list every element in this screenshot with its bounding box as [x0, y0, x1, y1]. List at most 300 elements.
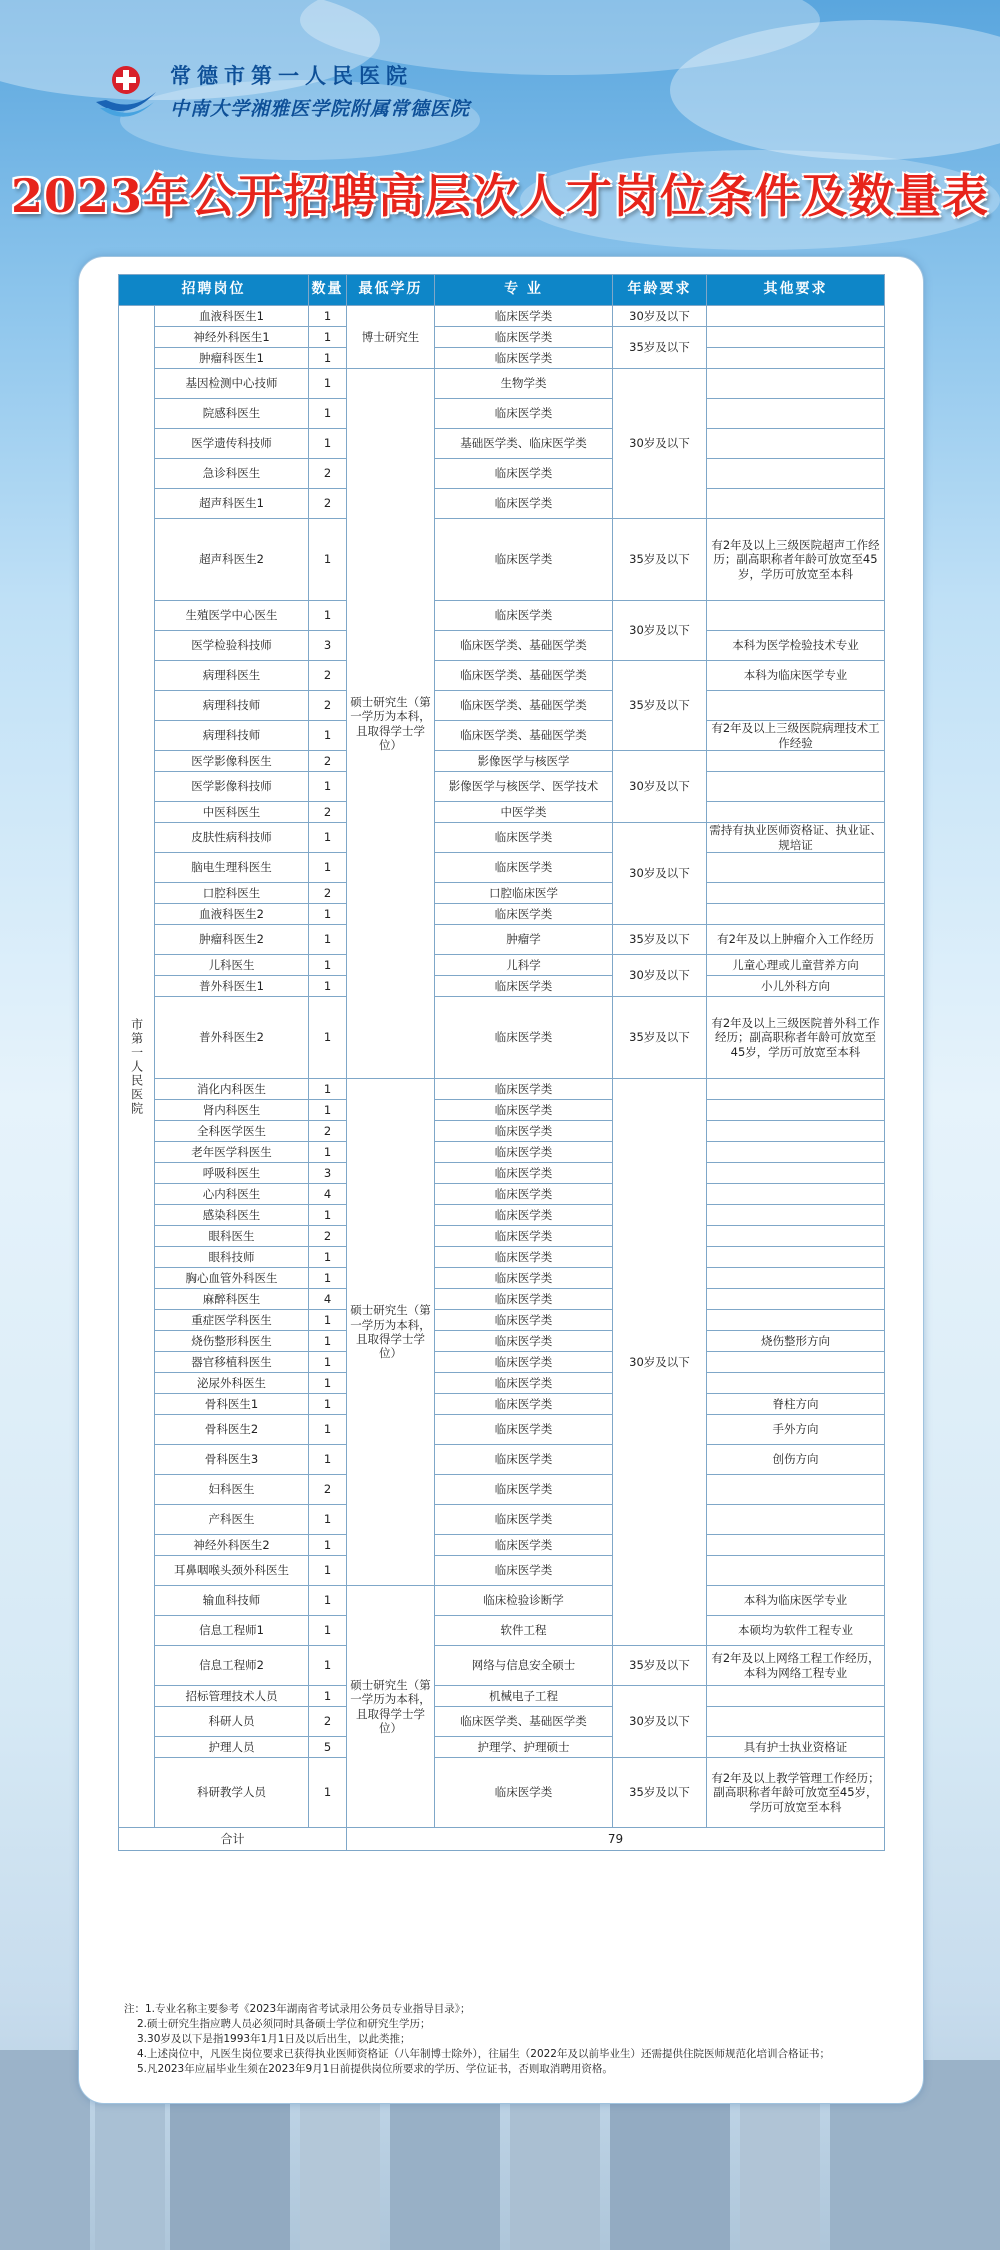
- major-cell: 临床医学类: [435, 997, 613, 1079]
- position-count: 1: [309, 1445, 347, 1475]
- other-requirement-cell: 本硕均为软件工程专业: [707, 1616, 885, 1646]
- position-count: 2: [309, 459, 347, 489]
- position-name: 肿瘤科医生2: [155, 925, 309, 955]
- other-requirement-cell: [707, 348, 885, 369]
- table-row: [119, 883, 885, 904]
- age-cell: 30岁及以下: [613, 306, 707, 327]
- other-requirement-cell: [707, 1268, 885, 1289]
- education-cell: 硕士研究生（第一学历为本科，且取得学士学位）: [347, 1079, 435, 1586]
- position-name: 信息工程师1: [155, 1616, 309, 1646]
- table-row: [119, 1445, 885, 1475]
- position-count: 1: [309, 853, 347, 883]
- other-requirement-cell: 创伤方向: [707, 1445, 885, 1475]
- other-requirement-cell: [707, 601, 885, 631]
- position-name: 器官移植科医生: [155, 1352, 309, 1373]
- table-row: [119, 459, 885, 489]
- other-requirement-cell: [707, 904, 885, 925]
- other-requirement-cell: [707, 1289, 885, 1310]
- age-cell: 30岁及以下: [613, 369, 707, 519]
- position-count: 1: [309, 1100, 347, 1121]
- other-requirement-cell: [707, 1079, 885, 1100]
- note-line: 3.30岁及以下是指1993年1月1日及以后出生，以此类推；: [137, 2033, 411, 2045]
- hospital-name: 常德市第一人民医院: [170, 63, 413, 88]
- other-requirement-cell: [707, 429, 885, 459]
- major-cell: 网络与信息安全硕士: [435, 1646, 613, 1686]
- age-cell: 35岁及以下: [613, 1758, 707, 1828]
- major-cell: 临床医学类: [435, 853, 613, 883]
- other-requirement-cell: [707, 1352, 885, 1373]
- table-row: [119, 1686, 885, 1707]
- hospital-header: [92, 56, 512, 136]
- position-count: 5: [309, 1737, 347, 1758]
- major-cell: 儿科学: [435, 955, 613, 976]
- other-requirement-cell: [707, 1535, 885, 1556]
- major-cell: 临床医学类: [435, 1758, 613, 1828]
- table-row: [119, 751, 885, 772]
- position-count: 1: [309, 1616, 347, 1646]
- position-name: 基因检测中心技师: [155, 369, 309, 399]
- position-name: 心内科医生: [155, 1184, 309, 1205]
- major-cell: 临床医学类: [435, 1475, 613, 1505]
- position-count: 1: [309, 1142, 347, 1163]
- position-name: 老年医学科医生: [155, 1142, 309, 1163]
- position-count: 1: [309, 1205, 347, 1226]
- position-name: 科研教学人员: [155, 1758, 309, 1828]
- note-line: 2.硕士研究生指应聘人员必须同时具备硕士学位和研究生学历；: [137, 2018, 431, 2030]
- major-cell: 临床医学类、基础医学类: [435, 721, 613, 751]
- position-name: 骨科医生1: [155, 1394, 309, 1415]
- major-cell: 临床医学类: [435, 519, 613, 601]
- position-name: 皮肤性病科技师: [155, 823, 309, 853]
- other-requirement-cell: [707, 489, 885, 519]
- position-name: 肾内科医生: [155, 1100, 309, 1121]
- other-requirement-cell: 手外方向: [707, 1415, 885, 1445]
- other-requirement-cell: [707, 1556, 885, 1586]
- other-requirement-cell: [707, 853, 885, 883]
- position-count: 2: [309, 489, 347, 519]
- major-cell: 临床医学类: [435, 1445, 613, 1475]
- table-row: [119, 348, 885, 369]
- header-education: 最低学历: [347, 275, 435, 306]
- major-cell: 临床医学类: [435, 1079, 613, 1100]
- position-name: 医学遗传科技师: [155, 429, 309, 459]
- major-cell: 临床检验诊断学: [435, 1586, 613, 1616]
- table-row: [119, 1163, 885, 1184]
- recruitment-table: [118, 274, 885, 1851]
- major-cell: 临床医学类、基础医学类: [435, 631, 613, 661]
- position-count: 2: [309, 751, 347, 772]
- header-major: 专 业: [435, 275, 613, 306]
- major-cell: 口腔临床医学: [435, 883, 613, 904]
- position-count: 1: [309, 306, 347, 327]
- position-name: 感染科医生: [155, 1205, 309, 1226]
- position-count: 1: [309, 997, 347, 1079]
- total-row: [119, 1828, 885, 1851]
- position-name: 儿科医生: [155, 955, 309, 976]
- table-row: [119, 1415, 885, 1445]
- other-requirement-cell: 具有护士执业资格证: [707, 1737, 885, 1758]
- other-requirement-cell: 需持有执业医师资格证、执业证、规培证: [707, 823, 885, 853]
- other-requirement-cell: 本科为临床医学专业: [707, 661, 885, 691]
- age-cell: 30岁及以下: [613, 1686, 707, 1758]
- major-cell: 临床医学类、基础医学类: [435, 661, 613, 691]
- position-name: 麻醉科医生: [155, 1289, 309, 1310]
- unit-name-cell: 市第一人民医院: [119, 306, 155, 1828]
- table-row: [119, 955, 885, 976]
- position-name: 眼科技师: [155, 1247, 309, 1268]
- major-cell: 临床医学类: [435, 1121, 613, 1142]
- major-cell: 临床医学类: [435, 489, 613, 519]
- table-row: [119, 519, 885, 601]
- table-row: [119, 661, 885, 691]
- education-cell: 博士研究生: [347, 306, 435, 369]
- major-cell: 中医学类: [435, 802, 613, 823]
- table-row: [119, 369, 885, 399]
- other-requirement-cell: 有2年及以上三级医院超声工作经历；副高职称者年龄可放宽至45岁，学历可放宽至本科: [707, 519, 885, 601]
- other-requirement-cell: 儿童心理或儿童营养方向: [707, 955, 885, 976]
- major-cell: 临床医学类: [435, 1289, 613, 1310]
- education-cell: 硕士研究生（第一学历为本科，且取得学士学位）: [347, 369, 435, 1079]
- table-row: [119, 489, 885, 519]
- table-container: [118, 274, 884, 1851]
- age-cell: 35岁及以下: [613, 519, 707, 601]
- position-name: 骨科医生2: [155, 1415, 309, 1445]
- other-requirement-cell: [707, 1205, 885, 1226]
- notes-section: [124, 2002, 884, 2077]
- header-age: 年龄要求: [613, 275, 707, 306]
- major-cell: 临床医学类: [435, 1373, 613, 1394]
- major-cell: 软件工程: [435, 1616, 613, 1646]
- other-requirement-cell: 本科为临床医学专业: [707, 1586, 885, 1616]
- position-name: 医学影像科医生: [155, 751, 309, 772]
- major-cell: 临床医学类: [435, 823, 613, 853]
- other-requirement-cell: [707, 1505, 885, 1535]
- other-requirement-cell: [707, 1226, 885, 1247]
- age-cell: 35岁及以下: [613, 661, 707, 751]
- position-name: 超声科医生1: [155, 489, 309, 519]
- position-name: 护理人员: [155, 1737, 309, 1758]
- position-name: 消化内科医生: [155, 1079, 309, 1100]
- major-cell: 影像医学与核医学、医学技术: [435, 772, 613, 802]
- table-row: [119, 1247, 885, 1268]
- position-count: 3: [309, 631, 347, 661]
- other-requirement-cell: 有2年及以上三级医院病理技术工作经验: [707, 721, 885, 751]
- position-name: 产科医生: [155, 1505, 309, 1535]
- other-requirement-cell: [707, 1310, 885, 1331]
- other-requirement-cell: [707, 327, 885, 348]
- position-name: 科研人员: [155, 1707, 309, 1737]
- position-count: 1: [309, 399, 347, 429]
- table-row: [119, 1205, 885, 1226]
- major-cell: 临床医学类: [435, 1247, 613, 1268]
- position-name: 生殖医学中心医生: [155, 601, 309, 631]
- position-name: 烧伤整形科医生: [155, 1331, 309, 1352]
- table-row: [119, 1289, 885, 1310]
- other-requirement-cell: 脊柱方向: [707, 1394, 885, 1415]
- table-row: [119, 772, 885, 802]
- major-cell: 肿瘤学: [435, 925, 613, 955]
- table-row: [119, 1646, 885, 1686]
- position-name: 神经外科医生2: [155, 1535, 309, 1556]
- other-requirement-cell: [707, 751, 885, 772]
- position-name: 院感科医生: [155, 399, 309, 429]
- table-row: [119, 1394, 885, 1415]
- position-name: 妇科医生: [155, 1475, 309, 1505]
- hospital-logo-icon: [92, 62, 160, 122]
- hospital-subname: 中南大学湘雅医学院附属常德医院: [170, 98, 471, 120]
- position-count: 1: [309, 1310, 347, 1331]
- position-count: 1: [309, 925, 347, 955]
- major-cell: 临床医学类: [435, 1226, 613, 1247]
- major-cell: 临床医学类: [435, 1505, 613, 1535]
- position-count: 4: [309, 1184, 347, 1205]
- table-row: [119, 1556, 885, 1586]
- major-cell: 临床医学类、基础医学类: [435, 1707, 613, 1737]
- other-requirement-cell: 小儿外科方向: [707, 976, 885, 997]
- position-count: 3: [309, 1163, 347, 1184]
- major-cell: 临床医学类: [435, 1163, 613, 1184]
- position-name: 耳鼻咽喉头颈外科医生: [155, 1556, 309, 1586]
- table-row: [119, 1352, 885, 1373]
- position-count: 1: [309, 601, 347, 631]
- position-count: 1: [309, 369, 347, 399]
- header-other: 其他要求: [707, 275, 885, 306]
- position-count: 1: [309, 904, 347, 925]
- major-cell: 临床医学类: [435, 904, 613, 925]
- position-name: 重症医学科医生: [155, 1310, 309, 1331]
- major-cell: 临床医学类、基础医学类: [435, 691, 613, 721]
- position-count: 1: [309, 1556, 347, 1586]
- table-row: [119, 1505, 885, 1535]
- position-count: 4: [309, 1289, 347, 1310]
- position-count: 2: [309, 1121, 347, 1142]
- table-row: [119, 1616, 885, 1646]
- other-requirement-cell: 本科为医学检验技术专业: [707, 631, 885, 661]
- position-count: 1: [309, 348, 347, 369]
- major-cell: 临床医学类: [435, 976, 613, 997]
- table-row: [119, 631, 885, 661]
- total-label: 合计: [119, 1828, 347, 1851]
- position-name: 胸心血管外科医生: [155, 1268, 309, 1289]
- position-name: 中医科医生: [155, 802, 309, 823]
- other-requirement-cell: 有2年及以上三级医院普外科工作经历；副高职称者年龄可放宽至45岁，学历可放宽至本科: [707, 997, 885, 1079]
- major-cell: 临床医学类: [435, 1331, 613, 1352]
- total-value: 79: [347, 1828, 885, 1851]
- position-count: 1: [309, 1415, 347, 1445]
- position-name: 血液科医生1: [155, 306, 309, 327]
- table-row: [119, 1226, 885, 1247]
- major-cell: 临床医学类: [435, 399, 613, 429]
- major-cell: 临床医学类: [435, 1415, 613, 1445]
- position-name: 血液科医生2: [155, 904, 309, 925]
- table-row: [119, 1310, 885, 1331]
- table-row: [119, 691, 885, 721]
- position-count: 2: [309, 691, 347, 721]
- position-count: 1: [309, 1352, 347, 1373]
- position-name: 医学检验科技师: [155, 631, 309, 661]
- age-cell: 30岁及以下: [613, 823, 707, 925]
- table-row: [119, 399, 885, 429]
- other-requirement-cell: [707, 1707, 885, 1737]
- position-name: 呼吸科医生: [155, 1163, 309, 1184]
- position-count: 2: [309, 1226, 347, 1247]
- position-name: 超声科医生2: [155, 519, 309, 601]
- table-row: [119, 429, 885, 459]
- age-cell: 35岁及以下: [613, 327, 707, 369]
- table-row: [119, 1142, 885, 1163]
- major-cell: 机械电子工程: [435, 1686, 613, 1707]
- table-row: [119, 1100, 885, 1121]
- table-row: [119, 904, 885, 925]
- note-line: 注：1.专业名称主要参考《2023年湖南省考试录用公务员专业指导目录》；: [124, 2003, 471, 2015]
- table-row: [119, 823, 885, 853]
- age-cell: 30岁及以下: [613, 1079, 707, 1646]
- position-count: 1: [309, 721, 347, 751]
- age-cell: 35岁及以下: [613, 925, 707, 955]
- position-count: 1: [309, 1586, 347, 1616]
- other-requirement-cell: [707, 1142, 885, 1163]
- position-name: 急诊科医生: [155, 459, 309, 489]
- major-cell: 临床医学类: [435, 327, 613, 348]
- table-row: [119, 327, 885, 348]
- table-row: [119, 721, 885, 751]
- position-name: 普外科医生1: [155, 976, 309, 997]
- table-row: [119, 802, 885, 823]
- position-count: 2: [309, 1707, 347, 1737]
- position-name: 全科医学医生: [155, 1121, 309, 1142]
- major-cell: 基础医学类、临床医学类: [435, 429, 613, 459]
- major-cell: 临床医学类: [435, 1352, 613, 1373]
- other-requirement-cell: 有2年及以上肿瘤介入工作经历: [707, 925, 885, 955]
- position-count: 1: [309, 1686, 347, 1707]
- position-count: 1: [309, 1247, 347, 1268]
- table-header-row: [119, 275, 885, 306]
- other-requirement-cell: [707, 691, 885, 721]
- header-position: 招聘岗位: [119, 275, 309, 306]
- table-row: [119, 976, 885, 997]
- position-name: 神经外科医生1: [155, 327, 309, 348]
- major-cell: 临床医学类: [435, 1535, 613, 1556]
- major-cell: 临床医学类: [435, 306, 613, 327]
- position-count: 1: [309, 955, 347, 976]
- major-cell: 临床医学类: [435, 1205, 613, 1226]
- position-count: 1: [309, 1268, 347, 1289]
- major-cell: 临床医学类: [435, 459, 613, 489]
- major-cell: 护理学、护理硕士: [435, 1737, 613, 1758]
- table-row: [119, 601, 885, 631]
- position-count: 1: [309, 1394, 347, 1415]
- other-requirement-cell: [707, 883, 885, 904]
- other-requirement-cell: [707, 1373, 885, 1394]
- table-row: [119, 1758, 885, 1828]
- major-cell: 临床医学类: [435, 1310, 613, 1331]
- age-cell: 35岁及以下: [613, 997, 707, 1079]
- other-requirement-cell: [707, 1163, 885, 1184]
- other-requirement-cell: 烧伤整形方向: [707, 1331, 885, 1352]
- major-cell: 临床医学类: [435, 1268, 613, 1289]
- age-cell: 30岁及以下: [613, 601, 707, 661]
- table-row: [119, 1737, 885, 1758]
- other-requirement-cell: [707, 1121, 885, 1142]
- other-requirement-cell: [707, 772, 885, 802]
- note-line: 4.上述岗位中，凡医生岗位要求已获得执业医师资格证（八年制博士除外），往届生（2022年及以前毕业生）还需提供住院医师规范化培训合格证书；: [137, 2048, 830, 2060]
- table-row: [119, 1373, 885, 1394]
- major-cell: 影像医学与核医学: [435, 751, 613, 772]
- position-name: 病理科技师: [155, 691, 309, 721]
- position-count: 2: [309, 883, 347, 904]
- table-row: [119, 1475, 885, 1505]
- position-count: 2: [309, 802, 347, 823]
- other-requirement-cell: [707, 1686, 885, 1707]
- position-count: 2: [309, 1475, 347, 1505]
- position-name: 骨科医生3: [155, 1445, 309, 1475]
- position-name: 口腔科医生: [155, 883, 309, 904]
- other-requirement-cell: [707, 1184, 885, 1205]
- table-row: [119, 997, 885, 1079]
- position-count: 1: [309, 1505, 347, 1535]
- position-name: 眼科医生: [155, 1226, 309, 1247]
- position-count: 1: [309, 1535, 347, 1556]
- other-requirement-cell: [707, 459, 885, 489]
- position-count: 1: [309, 429, 347, 459]
- position-count: 1: [309, 1373, 347, 1394]
- major-cell: 临床医学类: [435, 1142, 613, 1163]
- major-cell: 临床医学类: [435, 1184, 613, 1205]
- table-row: [119, 1184, 885, 1205]
- age-cell: 30岁及以下: [613, 955, 707, 997]
- table-row: [119, 1535, 885, 1556]
- other-requirement-cell: [707, 399, 885, 429]
- position-name: 信息工程师2: [155, 1646, 309, 1686]
- other-requirement-cell: [707, 306, 885, 327]
- major-cell: 临床医学类: [435, 1100, 613, 1121]
- position-count: 1: [309, 976, 347, 997]
- major-cell: 临床医学类: [435, 1556, 613, 1586]
- position-name: 招标管理技术人员: [155, 1686, 309, 1707]
- other-requirement-cell: 有2年及以上网络工程工作经历，本科为网络工程专业: [707, 1646, 885, 1686]
- other-requirement-cell: 有2年及以上教学管理工作经历；副高职称者年龄可放宽至45岁，学历可放宽至本科: [707, 1758, 885, 1828]
- table-row: [119, 853, 885, 883]
- note-line: 5.凡2023年应届毕业生须在2023年9月1日前提供岗位所要求的学历、学位证书，否则取消聘用资格。: [137, 2063, 613, 2075]
- position-name: 输血科技师: [155, 1586, 309, 1616]
- table-row: [119, 1707, 885, 1737]
- position-name: 病理科医生: [155, 661, 309, 691]
- age-cell: 35岁及以下: [613, 1646, 707, 1686]
- major-cell: 临床医学类: [435, 1394, 613, 1415]
- major-cell: 临床医学类: [435, 601, 613, 631]
- header-count: 数量: [309, 275, 347, 306]
- education-cell: 硕士研究生（第一学历为本科，且取得学士学位）: [347, 1586, 435, 1828]
- table-row: [119, 306, 885, 327]
- table-row: [119, 925, 885, 955]
- major-cell: 生物学类: [435, 369, 613, 399]
- position-count: 1: [309, 1331, 347, 1352]
- position-count: 1: [309, 823, 347, 853]
- position-name: 普外科医生2: [155, 997, 309, 1079]
- position-count: 1: [309, 1646, 347, 1686]
- table-row: [119, 1586, 885, 1616]
- position-count: 1: [309, 327, 347, 348]
- position-name: 肿瘤科医生1: [155, 348, 309, 369]
- position-name: 泌尿外科医生: [155, 1373, 309, 1394]
- table-row: [119, 1268, 885, 1289]
- position-name: 病理科技师: [155, 721, 309, 751]
- position-count: 2: [309, 661, 347, 691]
- position-count: 1: [309, 1079, 347, 1100]
- other-requirement-cell: [707, 369, 885, 399]
- position-count: 1: [309, 1758, 347, 1828]
- position-count: 1: [309, 519, 347, 601]
